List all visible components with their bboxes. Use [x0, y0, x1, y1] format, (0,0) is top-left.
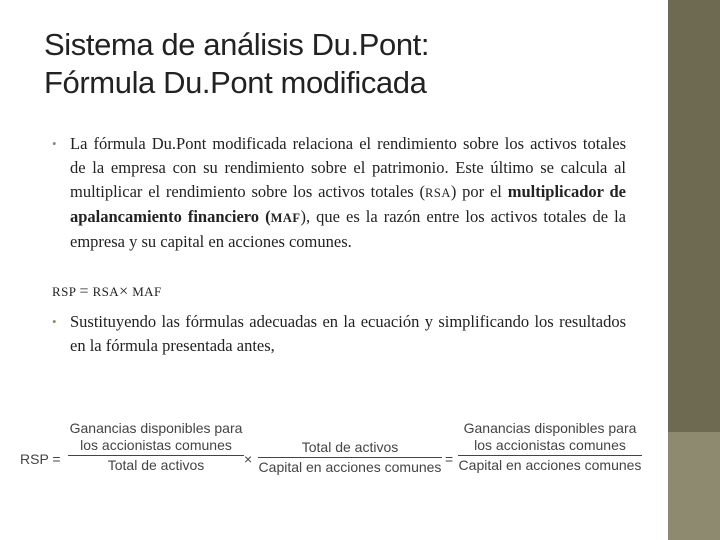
formula-times: × — [119, 283, 129, 300]
fraction-1-denominator: Total de activos — [107, 457, 205, 473]
formula-rhs: MAF — [132, 284, 162, 299]
title-line-2: Fórmula Du.Pont modificada — [44, 65, 427, 100]
fraction-2-numerator: Total de activos — [301, 439, 399, 455]
bullet-2-text: Sustituyendo las fórmulas adecuadas en la ecuación y simplificando los resultados en la fórmula presentada antes, — [70, 312, 626, 355]
sidebar-divider — [666, 0, 668, 540]
fraction-1-bar — [68, 455, 244, 456]
fraction-3-numerator-line-1: Ganancias disponibles para — [463, 420, 637, 436]
slide-title — [44, 26, 644, 102]
bullet-dot-icon: • — [52, 314, 57, 329]
fraction-3-denominator: Capital en acciones comunes — [458, 457, 642, 473]
formula-eq: = — [79, 283, 89, 300]
abbr-maf: MAF — [270, 211, 301, 225]
title-line-1: Sistema de análisis Du.Pont: — [44, 27, 430, 62]
sidebar-accent-band — [666, 432, 720, 540]
equation-times: × — [244, 451, 253, 467]
formula-lhs: RSP — [52, 284, 76, 299]
fraction-2-bar — [258, 457, 442, 458]
fraction-1-numerator-line-1: Ganancias disponibles para — [69, 420, 243, 436]
equation-lhs: RSP = — [20, 451, 61, 467]
fraction-3-bar — [458, 455, 642, 456]
bullet-dot-icon: • — [52, 136, 57, 151]
fraction-2-denominator: Capital en acciones comunes — [258, 459, 442, 475]
abbr-rsa: RSA — [425, 186, 451, 200]
bullet-1-text-a: La fórmula Du.Pont modificada relaciona el rendimiento sobre los activos totales de la empresa con su rendimiento sobre el patrimonio. Este último se calcula al multiplicar el rendimiento sobre los activos totales ( — [70, 134, 626, 201]
fraction-3-numerator-line-2: los accionistas comunes — [474, 437, 626, 453]
fraction-1 — [68, 420, 244, 474]
equation-equals: = — [445, 451, 454, 467]
formula-line — [52, 283, 162, 301]
bullet-1-text-b: ) por el — [450, 182, 508, 201]
bold-term: multiplicador de apalancamiento financiero — [70, 182, 626, 226]
fraction-1-numerator-line-2: los accionistas comunes — [80, 437, 232, 453]
bullet-1-text-c: ( — [259, 207, 271, 226]
formula-mid: RSA — [92, 284, 120, 299]
equation-image — [18, 412, 654, 486]
bullet-1-text-d: ), que es la razón entre los activos totales de la empresa y su capital en acciones comunes. — [70, 207, 626, 251]
fraction-2 — [258, 439, 442, 476]
fraction-3 — [458, 420, 642, 474]
bullet-1-text — [70, 132, 626, 254]
